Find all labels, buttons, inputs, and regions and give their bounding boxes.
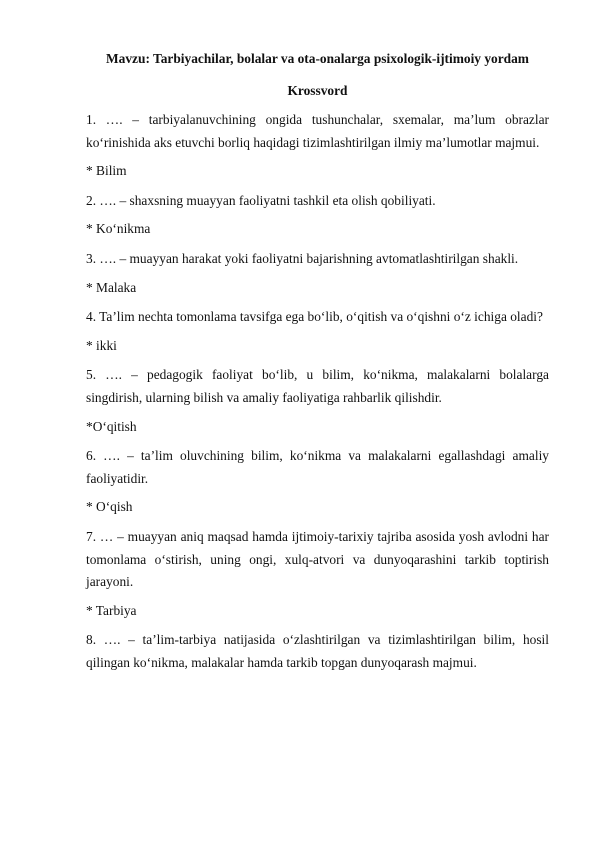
document-page — [86, 50, 549, 680]
question-item-4 — [86, 306, 549, 357]
answer-text: * Malaka — [86, 279, 137, 295]
question-item-3 — [86, 248, 549, 299]
question-text: 6. …. – ta’lim oluvchining bilim, ko‘nikma va malakalarni egallashdagi amaliy faoliyatidir. — [86, 448, 549, 486]
answer-text: * Tarbiya — [86, 602, 137, 618]
question-item-7 — [86, 526, 549, 622]
question-text: 2. …. – shaxsning muayyan faoliyatni tashkil eta olish qobiliyati. — [86, 192, 436, 208]
question-item-2 — [86, 190, 549, 241]
answer-text: * ikki — [86, 337, 117, 353]
answer-text: * Ko‘nikma — [86, 221, 151, 237]
document-title: Mavzu: Tarbiyachilar, bolalar va ota-onalarga psixologik-ijtimoiy yordam — [106, 51, 529, 66]
answer-text: * Bilim — [86, 163, 127, 179]
question-text: 7. … – muayyan aniq maqsad hamda ijtimoiy-tarixiy tajriba asosida yosh avlodni har tomonlama o‘stirish, uning ongi, xulq-atvori va dunyoqarashini tarkib toptirish jarayoni. — [86, 528, 549, 590]
question-text: 3. …. – muayyan harakat yoki faoliyatni bajarishning avtomatlashtirilgan shakli. — [86, 250, 519, 266]
question-text: 4. Ta’lim nechta tomonlama tavsifga ega bo‘lib, o‘qitish va o‘qishni o‘z ichiga oladi? — [86, 309, 543, 325]
question-text: 1. …. – tarbiyalanuvchining ongida tushunchalar, sxemalar, ma’lum obrazlar ko‘rinishida aks etuvchi borliq haqidagi tizimlashtirilgan ilmiy ma’lumotlar majmui. — [86, 112, 549, 150]
question-item-8 — [86, 629, 549, 674]
document-subtitle: Krossvord — [287, 83, 348, 98]
answer-text: *O‘qitish — [86, 418, 137, 434]
answer-text: * O‘qish — [86, 499, 133, 515]
question-item-5 — [86, 364, 549, 438]
question-text: 5. …. – pedagogik faoliyat bo‘lib, u bilim, ko‘nikma, malakalarni bolalarga singdirish, ularning bilish va amaliy faoliyatiga rahbarlik qilishdir. — [86, 367, 549, 405]
question-item-6 — [86, 445, 549, 519]
question-item-1 — [86, 109, 549, 183]
question-text: 8. …. – ta’lim-tarbiya natijasida o‘zlashtirilgan va tizimlashtirilgan bilim, hosil qilingan ko‘nikma, malakalar hamda tarkib topgan dunyoqarash majmui. — [86, 632, 549, 670]
